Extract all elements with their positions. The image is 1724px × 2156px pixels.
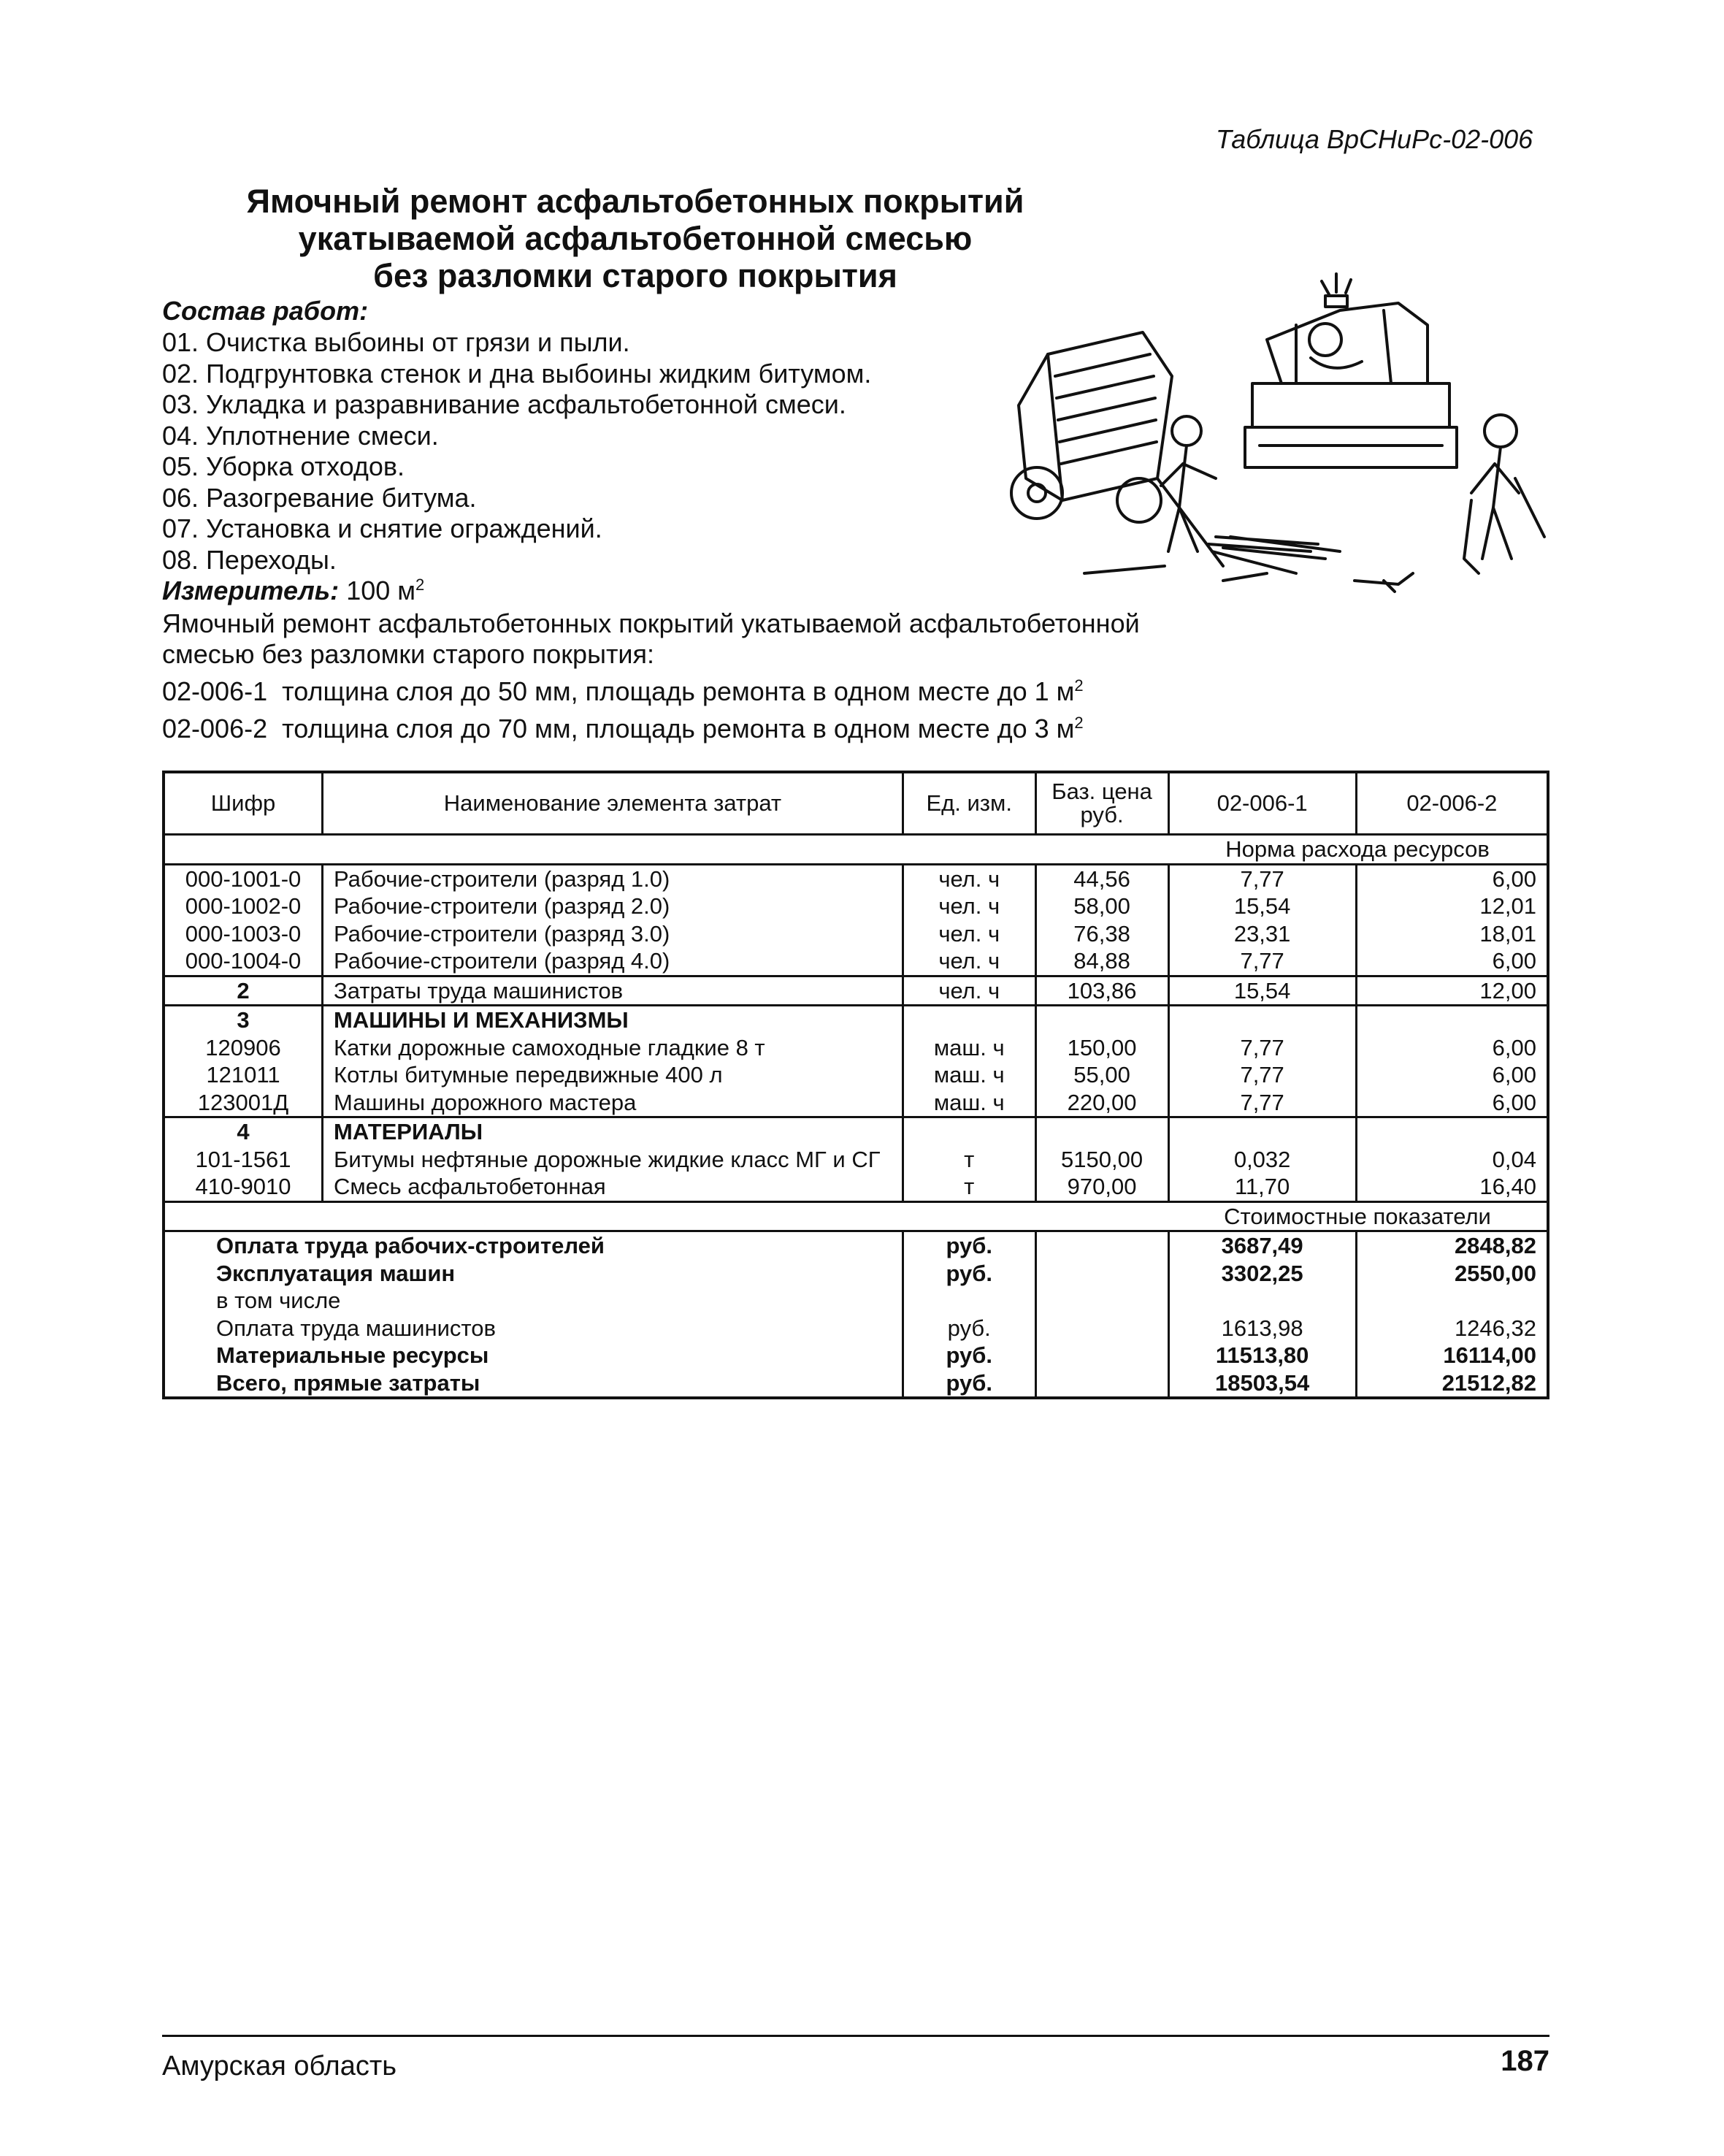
cell-code: 000-1003-0 [164, 920, 323, 948]
total-row [164, 1231, 1548, 1260]
cell-code: 120906 [164, 1034, 323, 1062]
code-id: 02-006-1 [162, 676, 268, 706]
cell-v1: 15,54 [1168, 976, 1356, 1006]
total-v1: 3302,25 [1168, 1260, 1356, 1288]
cell-v2: 12,01 [1479, 893, 1536, 919]
total-v2 [1356, 1287, 1548, 1315]
cell-unit: т [903, 1146, 1035, 1174]
codes-list [162, 670, 1084, 744]
cell-v2: 16,40 [1479, 1174, 1536, 1199]
title-line: укатываемой асфальтобетонной смесью [298, 220, 973, 257]
cell-code: 410-9010 [164, 1173, 323, 1201]
col-header: Баз. цена руб. [1035, 772, 1168, 835]
cell-v1: 7,77 [1168, 864, 1356, 892]
cell-price: 103,86 [1035, 976, 1168, 1006]
page-number: 187 [1501, 2045, 1549, 2077]
cell-unit: маш. ч [903, 1089, 1035, 1117]
total-row [164, 1369, 1548, 1399]
cell-code: 101-1561 [164, 1146, 323, 1174]
title-line: без разломки старого покрытия [373, 257, 897, 294]
total-row [164, 1342, 1548, 1369]
section-title: МАТЕРИАЛЫ [323, 1117, 903, 1146]
cell-price: 76,38 [1035, 920, 1168, 948]
total-v2: 1246,32 [1454, 1315, 1536, 1341]
total-unit [903, 1287, 1035, 1315]
cost-label: Стоимостные показатели [1168, 1201, 1548, 1231]
table-row [164, 892, 1548, 920]
cell-name: Смесь асфальтобетонная [323, 1173, 903, 1201]
cell-unit: т [903, 1173, 1035, 1201]
table-row [164, 1173, 1548, 1201]
total-v1: 11513,80 [1168, 1342, 1356, 1369]
total-v1: 1613,98 [1168, 1315, 1356, 1342]
cell-v2: 18,01 [1479, 920, 1536, 947]
cell-code: 123001Д [164, 1089, 323, 1117]
cell-name: Машины дорожного мастера [323, 1089, 903, 1117]
footer-rule [162, 2035, 1549, 2037]
works-item: 01. Очистка выбоины от грязи и пыли. [162, 327, 630, 357]
total-row [164, 1260, 1548, 1288]
total-v2: 2550,00 [1454, 1260, 1536, 1286]
cell-unit: маш. ч [903, 1061, 1035, 1089]
table-row [164, 1061, 1548, 1089]
total-v2: 2848,82 [1356, 1231, 1548, 1260]
works-item: 03. Укладка и разравнивание асфальтобетонной смеси. [162, 389, 846, 419]
code-line [162, 670, 1084, 708]
total-v2: 21512,82 [1441, 1369, 1536, 1396]
cell-unit: чел. ч [903, 976, 1035, 1006]
cell-v1: 7,77 [1168, 1061, 1356, 1089]
cell-v2: 6,00 [1492, 1034, 1536, 1060]
works-item: 08. Переходы. [162, 544, 337, 575]
total-row [164, 1315, 1548, 1342]
cell-code: 000-1004-0 [164, 947, 323, 976]
works-item: 07. Установка и снятие ограждений. [162, 513, 602, 543]
code-sup: 2 [1074, 676, 1084, 695]
col-header: Ед. изм. [903, 772, 1035, 835]
total-name: Оплата труда машинистов [164, 1315, 903, 1342]
code-text: толщина слоя до 70 мм, площадь ремонта в одном месте до 3 м [282, 713, 1075, 743]
cell-name: Затраты труда машинистов [323, 976, 903, 1006]
cell-price: 970,00 [1035, 1173, 1168, 1201]
cell-v2: 0,04 [1492, 1146, 1536, 1172]
total-unit: руб. [903, 1260, 1035, 1288]
total-v2: 16114,00 [1443, 1342, 1536, 1368]
code-line [162, 708, 1084, 745]
cell-price: 220,00 [1035, 1089, 1168, 1117]
cell-code: 4 [164, 1117, 323, 1146]
works-item: 05. Уборка отходов. [162, 451, 405, 481]
page-title [190, 183, 1081, 294]
table-row [164, 864, 1548, 892]
works-item: 06. Разогревание битума. [162, 482, 477, 513]
cell-unit: маш. ч [903, 1034, 1035, 1062]
col-header: 02-006-1 [1168, 772, 1356, 835]
total-name: Эксплуатация машин [164, 1260, 903, 1288]
total-v1: 3687,49 [1168, 1231, 1356, 1260]
cell-v1: 7,77 [1168, 947, 1356, 976]
total-unit: руб. [903, 1369, 1035, 1399]
cell-unit: чел. ч [903, 892, 1035, 920]
total-v1 [1168, 1287, 1356, 1315]
section-row [164, 1117, 1548, 1146]
cell-v2: 6,00 [1492, 1062, 1536, 1087]
code-sup: 2 [1074, 713, 1084, 732]
measure-sup: 2 [415, 576, 425, 594]
cell-price: 150,00 [1035, 1034, 1168, 1062]
cell-v1: 15,54 [1168, 892, 1356, 920]
description: Ямочный ремонт асфальтобетонных покрытий укатываемой асфальтобетонной смесью без разломки старого покрытия: [162, 608, 1140, 669]
cell-price: 55,00 [1035, 1061, 1168, 1089]
cell-code: 3 [164, 1006, 323, 1034]
total-name: Оплата труда рабочих-строителей [164, 1231, 903, 1260]
cell-unit: чел. ч [903, 947, 1035, 976]
cell-name: Катки дорожные самоходные гладкие 8 т [323, 1034, 903, 1062]
measure-line [162, 576, 424, 606]
cell-code: 2 [164, 976, 323, 1006]
col-header: Шифр [164, 772, 323, 835]
cell-price: 84,88 [1035, 947, 1168, 976]
measure-value: 100 м [346, 576, 416, 605]
cell-unit: чел. ч [903, 864, 1035, 892]
resources-table [162, 771, 1549, 1399]
cell-v2: 12,00 [1356, 976, 1548, 1006]
cell-name: Котлы битумные передвижные 400 л [323, 1061, 903, 1089]
total-unit: руб. [903, 1315, 1035, 1342]
code-text: толщина слоя до 50 мм, площадь ремонта в одном месте до 1 м [282, 676, 1075, 706]
cell-v2: 6,00 [1356, 864, 1548, 892]
table-row [164, 1146, 1548, 1174]
table-row [164, 1089, 1548, 1117]
cell-name: Рабочие-строители (разряд 2.0) [323, 892, 903, 920]
section-row [164, 1006, 1548, 1034]
works-list [162, 327, 871, 576]
works-item: 04. Уплотнение смеси. [162, 420, 439, 451]
total-unit: руб. [903, 1231, 1035, 1260]
cell-price: 44,56 [1035, 864, 1168, 892]
code-id: 02-006-2 [162, 713, 268, 743]
cell-v1: 11,70 [1168, 1173, 1356, 1201]
works-item: 02. Подгрунтовка стенок и дна выбоины жидким битумом. [162, 358, 872, 389]
total-name: Всего, прямые затраты [164, 1369, 903, 1399]
cell-v1: 23,31 [1168, 920, 1356, 948]
table-row [164, 1034, 1548, 1062]
road-repair-illustration [1004, 259, 1552, 610]
total-unit: руб. [903, 1342, 1035, 1369]
cell-unit: чел. ч [903, 920, 1035, 948]
table-row [164, 976, 1548, 1006]
col-header: Наименование элемента затрат [323, 772, 903, 835]
cell-name: Рабочие-строители (разряд 4.0) [323, 947, 903, 976]
total-name: Материальные ресурсы [164, 1342, 903, 1369]
cell-name: Битумы нефтяные дорожные жидкие класс МГ и СГ [323, 1146, 903, 1174]
cell-name: Рабочие-строители (разряд 1.0) [323, 864, 903, 892]
cell-v2: 6,00 [1492, 948, 1536, 974]
cell-v1: 0,032 [1168, 1146, 1356, 1174]
cell-code: 121011 [164, 1061, 323, 1089]
cell-name: Рабочие-строители (разряд 3.0) [323, 920, 903, 948]
works-heading: Состав работ: [162, 296, 369, 326]
footer-region: Амурская область [162, 2051, 397, 2082]
col-header: 02-006-2 [1356, 772, 1548, 835]
table-row [164, 947, 1548, 976]
total-row [164, 1287, 1548, 1315]
table-row [164, 920, 1548, 948]
cell-code: 000-1002-0 [164, 892, 323, 920]
table-reference: Таблица ВрСНиРс-02-006 [1216, 124, 1533, 154]
cell-price: 58,00 [1035, 892, 1168, 920]
total-name: в том числе [164, 1287, 903, 1315]
measure-label: Измеритель: [162, 576, 340, 605]
cell-v2: 6,00 [1492, 1089, 1536, 1115]
total-v1: 18503,54 [1168, 1369, 1356, 1399]
cell-v1: 7,77 [1168, 1089, 1356, 1117]
section-title: МАШИНЫ И МЕХАНИЗМЫ [323, 1006, 903, 1034]
cell-price: 5150,00 [1035, 1146, 1168, 1174]
norm-label: Норма расхода ресурсов [1168, 835, 1548, 865]
cell-code: 000-1001-0 [164, 864, 323, 892]
cell-v1: 7,77 [1168, 1034, 1356, 1062]
title-line: Ямочный ремонт асфальтобетонных покрытий [246, 183, 1024, 220]
